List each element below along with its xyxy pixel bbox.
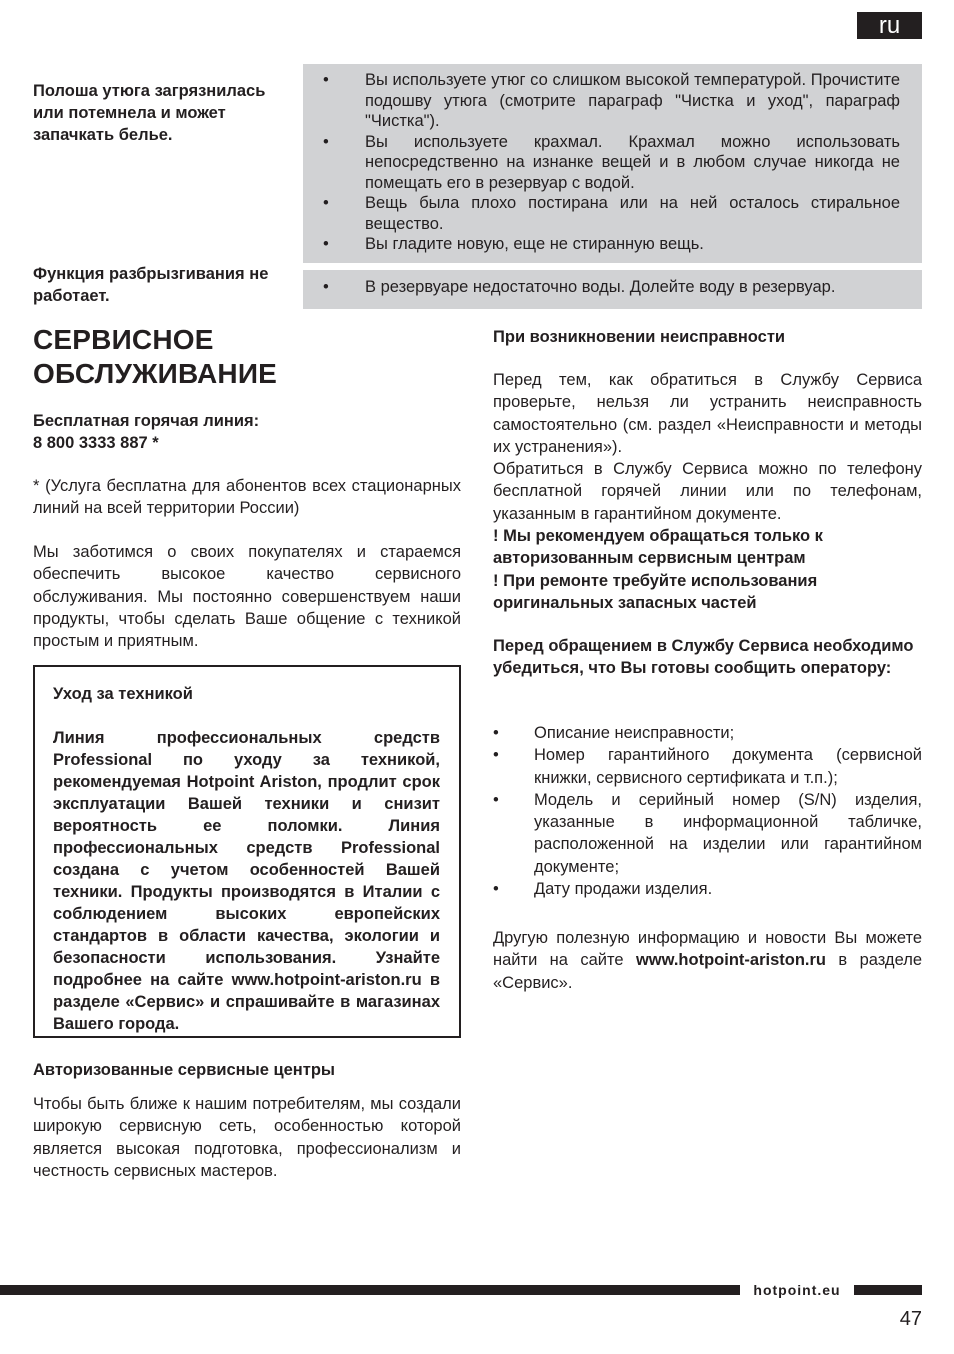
fault-heading: При возникновении неисправности bbox=[493, 328, 786, 346]
list-item: • Вы используете утюг со слишком высокой температурой. Прочистите подошву утюга (смотрите параграф "Чистка и уход", параграф "Чистка"). bbox=[323, 71, 900, 130]
trouble-causes-soleplate bbox=[303, 64, 922, 263]
fault-recommendation-1: ! Мы рекомендуем обращаться только к авторизованным сервисным центрам bbox=[493, 527, 823, 568]
list-item: • Номер гарантийного документа (сервисной книжки, сервисного сертификата и т.п.); bbox=[493, 746, 922, 787]
footer-bar-left bbox=[0, 1285, 740, 1295]
footer-bar-right bbox=[854, 1285, 922, 1295]
ready-list bbox=[493, 722, 922, 900]
footer-brand: hotpoint.eu bbox=[753, 1282, 841, 1298]
care-box bbox=[33, 665, 461, 1038]
hotline-label: Бесплатная горячая линия: bbox=[33, 412, 260, 430]
hotline-number: 8 800 3333 887 * bbox=[33, 434, 159, 453]
list-item: • Вы гладите новую, еще не стиранную вещь. bbox=[323, 235, 704, 253]
centers-text: Чтобы быть ближе к нашим потребителям, мы создали широкую сервисную сеть, особенностью которой является высокая подготовка, профессионализм и честность сервисных мастеров. bbox=[33, 1095, 461, 1180]
language-badge: ru bbox=[857, 12, 922, 39]
care-box-text: Линия профессиональных средств Professional по уходу за техникой, рекомендуемая Hotpoint Ariston, продлит срок эксплуатации Вашей техники и снизит вероятность ее поломки. Линия профессиональных средств Professional создана с учетом особенностей Вашей техники. Продукты производятся в Италии с соблюдением высоких европейских стандартов в области качества, экологии и безопасности использования. Узнайте подробнее на сайте www.hotpoint-ariston.ru в разделе «Сервис» и спрашивайте в магазинах Вашего города. bbox=[53, 729, 440, 1033]
list-item: • Вы используете крахмал. Крахмал можно использовать непосредственно на изнанке вещей и в любом случае никогда не помещать его в резервуар с водой. bbox=[323, 132, 900, 192]
list-item: • Вещь была плохо постирана или на ней осталось стиральное вещество. bbox=[323, 194, 900, 233]
fault-section bbox=[493, 369, 922, 614]
trouble-problem-spray: Функция разбрызгивания не работает. bbox=[33, 265, 269, 305]
fault-paragraph-1: Перед тем, как обратиться в Службу Сервиса проверьте, нельзя ли устранить неисправность самостоятельно (см. раздел «Неисправности и методы их устранения»). bbox=[493, 371, 922, 456]
hotline-note: * (Услуга бесплатна для абонентов всех стационарных линий на всей территории России) bbox=[33, 477, 461, 518]
list-item: • Модель и серийный номер (S/N) изделия, указанные в информационной табличке, расположенной на изделии или гарантийном документе; bbox=[493, 790, 922, 876]
trouble-causes-spray bbox=[303, 270, 922, 309]
ready-heading: Перед обращением в Службу Сервиса необходимо убедиться, что Вы готовы сообщить оператору: bbox=[493, 637, 914, 678]
info-paragraph: Другую полезную информацию и новости Вы можете найти на сайте www.hotpoint-ariston.ru в разделе «Сервис». bbox=[493, 929, 922, 992]
trouble-problem-soleplate: Полоша утюга загрязнилась или потемнела и может запачкать белье. bbox=[33, 82, 266, 144]
centers-heading: Авторизованные сервисные центры bbox=[33, 1061, 336, 1079]
list-item: • Дату продажи изделия. bbox=[493, 880, 713, 899]
fault-paragraph-2: Обратиться в Службу Сервиса можно по телефону бесплатной горячей линии или по телефонам, указанным в гарантийном документе. bbox=[493, 460, 922, 523]
service-intro: Мы заботимся о своих покупателях и стараемся обеспечить высокое качество сервисного обслуживания. Мы постоянно совершенствуем наши продукты, чтобы сделать Ваше общение с техникой простым и приятным. bbox=[33, 543, 461, 651]
website-link[interactable]: www.hotpoint-ariston.ru bbox=[635, 951, 826, 970]
care-box-title: Уход за техникой bbox=[53, 685, 193, 703]
hotline bbox=[33, 410, 461, 455]
list-item: • Описание неисправности; bbox=[493, 724, 735, 742]
list-item: • В резервуаре недостаточно воды. Долейте воду в резервуар. bbox=[323, 278, 836, 296]
service-title: СЕРВИСНОЕ ОБСЛУЖИВАНИЕ bbox=[33, 324, 278, 389]
page-number: 47 bbox=[899, 1308, 922, 1330]
fault-recommendation-2: ! При ремонте требуйте использования оригинальных запасных частей bbox=[493, 571, 818, 612]
